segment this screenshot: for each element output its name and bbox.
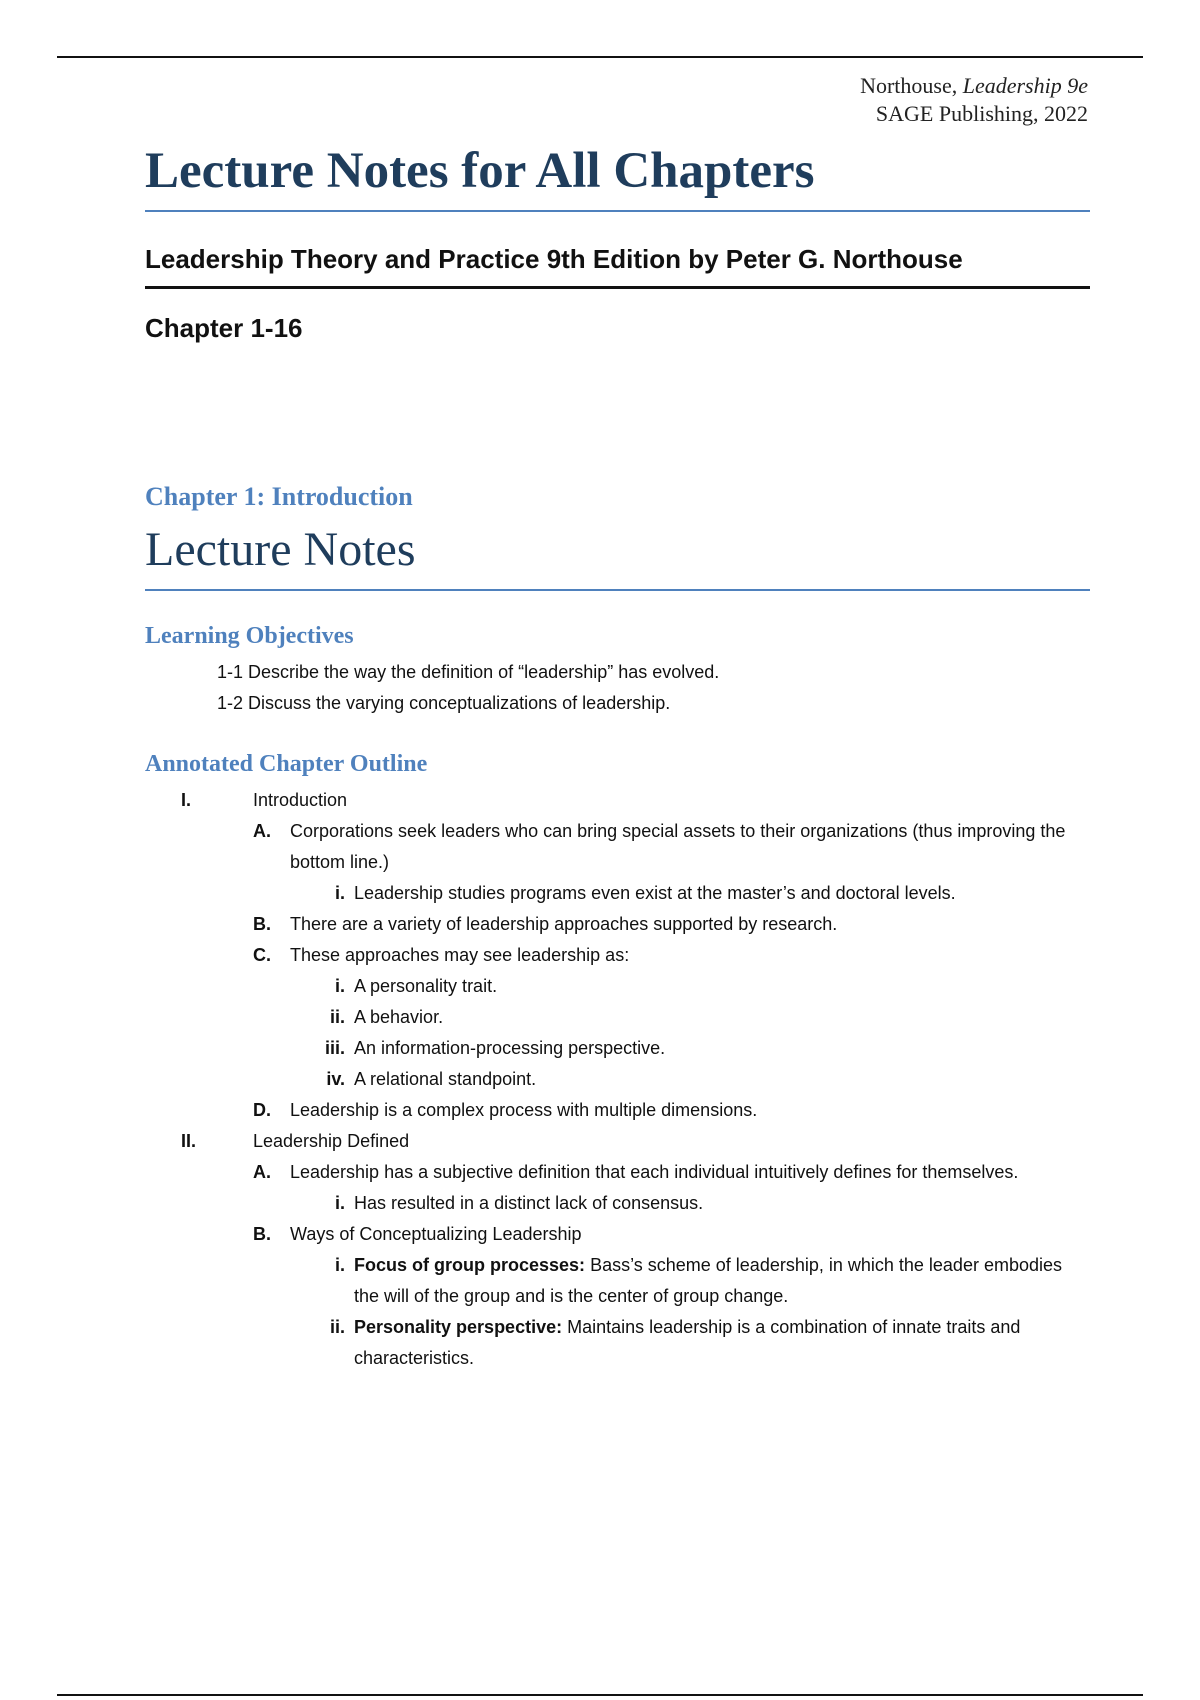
outline-text: Corporations seek leaders who can bring special assets to their organizations (thus improving the bottom line.): [290, 821, 1066, 872]
outline-heading: Annotated Chapter Outline: [145, 751, 428, 777]
outline-item: [145, 1219, 1090, 1250]
outline-marker: i.: [334, 1193, 345, 1213]
running-head-publisher: SAGE Publishing, 2022: [875, 101, 1088, 126]
objective-item: 1-2 Discuss the varying conceptualizations of leadership.: [217, 693, 671, 713]
outline-item: [145, 1033, 1090, 1064]
outline-text: A personality trait.: [354, 976, 498, 996]
document-body: [145, 140, 1090, 1374]
outline-item: [145, 1250, 1090, 1312]
outline-text: Leadership Defined: [253, 1131, 410, 1151]
outline-text: These approaches may see leadership as:: [290, 945, 630, 965]
running-head-book: Leadership 9e: [962, 73, 1088, 98]
outline-text: Leadership has a subjective definition that each individual intuitively defines for themselves.: [290, 1162, 1019, 1182]
outline-marker: iv.: [326, 1069, 345, 1089]
outline-item: [145, 971, 1090, 1002]
chapter-outline: [145, 785, 1090, 1374]
outline-term: Personality perspective:: [354, 1317, 563, 1337]
outline-marker: ii.: [329, 1007, 345, 1027]
outline-marker: C.: [253, 945, 271, 965]
outline-item: [145, 1064, 1090, 1095]
outline-text: There are a variety of leadership approaches supported by research.: [290, 914, 838, 934]
outline-text: A behavior.: [354, 1007, 444, 1027]
outline-item: [145, 909, 1090, 940]
outline-item: [145, 1157, 1090, 1188]
outline-item: [145, 1002, 1090, 1033]
objective-item: 1-1 Describe the way the definition of “leadership” has evolved.: [217, 662, 720, 682]
outline-marker: i.: [334, 976, 345, 996]
outline-marker: B.: [253, 914, 271, 934]
bottom-rule: [57, 1694, 1143, 1696]
document-title: Lecture Notes for All Chapters: [145, 140, 1090, 212]
outline-item: [145, 816, 1090, 878]
outline-marker: A.: [253, 1162, 271, 1182]
outline-text: Leadership studies programs even exist at the master’s and doctoral levels.: [354, 883, 956, 903]
outline-term: Focus of group processes:: [354, 1255, 586, 1275]
outline-text: Leadership is a complex process with multiple dimensions.: [290, 1100, 758, 1120]
outline-marker: D.: [253, 1100, 271, 1120]
top-rule: [57, 56, 1143, 58]
outline-text: Maintains leadership is a combination of innate traits and characteristics.: [354, 1317, 1021, 1368]
outline-item: [145, 1188, 1090, 1219]
outline-text: Ways of Conceptualizing Leadership: [290, 1224, 582, 1244]
outline-marker: II.: [181, 1131, 197, 1151]
outline-item: [145, 1126, 1090, 1157]
outline-text: Bass’s scheme of leadership, in which the leader embodies the will of the group and is the center of group change.: [354, 1255, 1062, 1306]
running-head: [860, 72, 1088, 128]
document-subtitle: Leadership Theory and Practice 9th Edition by Peter G. Northouse: [145, 242, 1090, 289]
running-head-author: Northouse,: [860, 73, 958, 98]
learning-objectives-heading: Learning Objectives: [145, 623, 354, 649]
running-head-citation: [860, 72, 1088, 100]
outline-item: [145, 1312, 1090, 1374]
outline-item: [145, 878, 1090, 909]
outline-marker: A.: [253, 821, 271, 841]
outline-marker: i.: [334, 883, 345, 903]
outline-marker: B.: [253, 1224, 271, 1244]
outline-text: Introduction: [253, 790, 348, 810]
outline-item: [145, 1095, 1090, 1126]
section-title: Lecture Notes: [145, 521, 1090, 591]
chapter-heading: Chapter 1: Introduction: [145, 482, 413, 511]
outline-text: Has resulted in a distinct lack of consensus.: [354, 1193, 704, 1213]
outline-marker: I.: [181, 790, 192, 810]
outline-text: A relational standpoint.: [354, 1069, 537, 1089]
outline-marker: ii.: [329, 1317, 345, 1337]
outline-item: [145, 785, 1090, 816]
outline-marker: iii.: [324, 1038, 345, 1058]
chapter-range: Chapter 1-16: [145, 313, 303, 343]
outline-text: An information-processing perspective.: [354, 1038, 666, 1058]
outline-marker: i.: [334, 1255, 345, 1275]
outline-item: [145, 940, 1090, 971]
